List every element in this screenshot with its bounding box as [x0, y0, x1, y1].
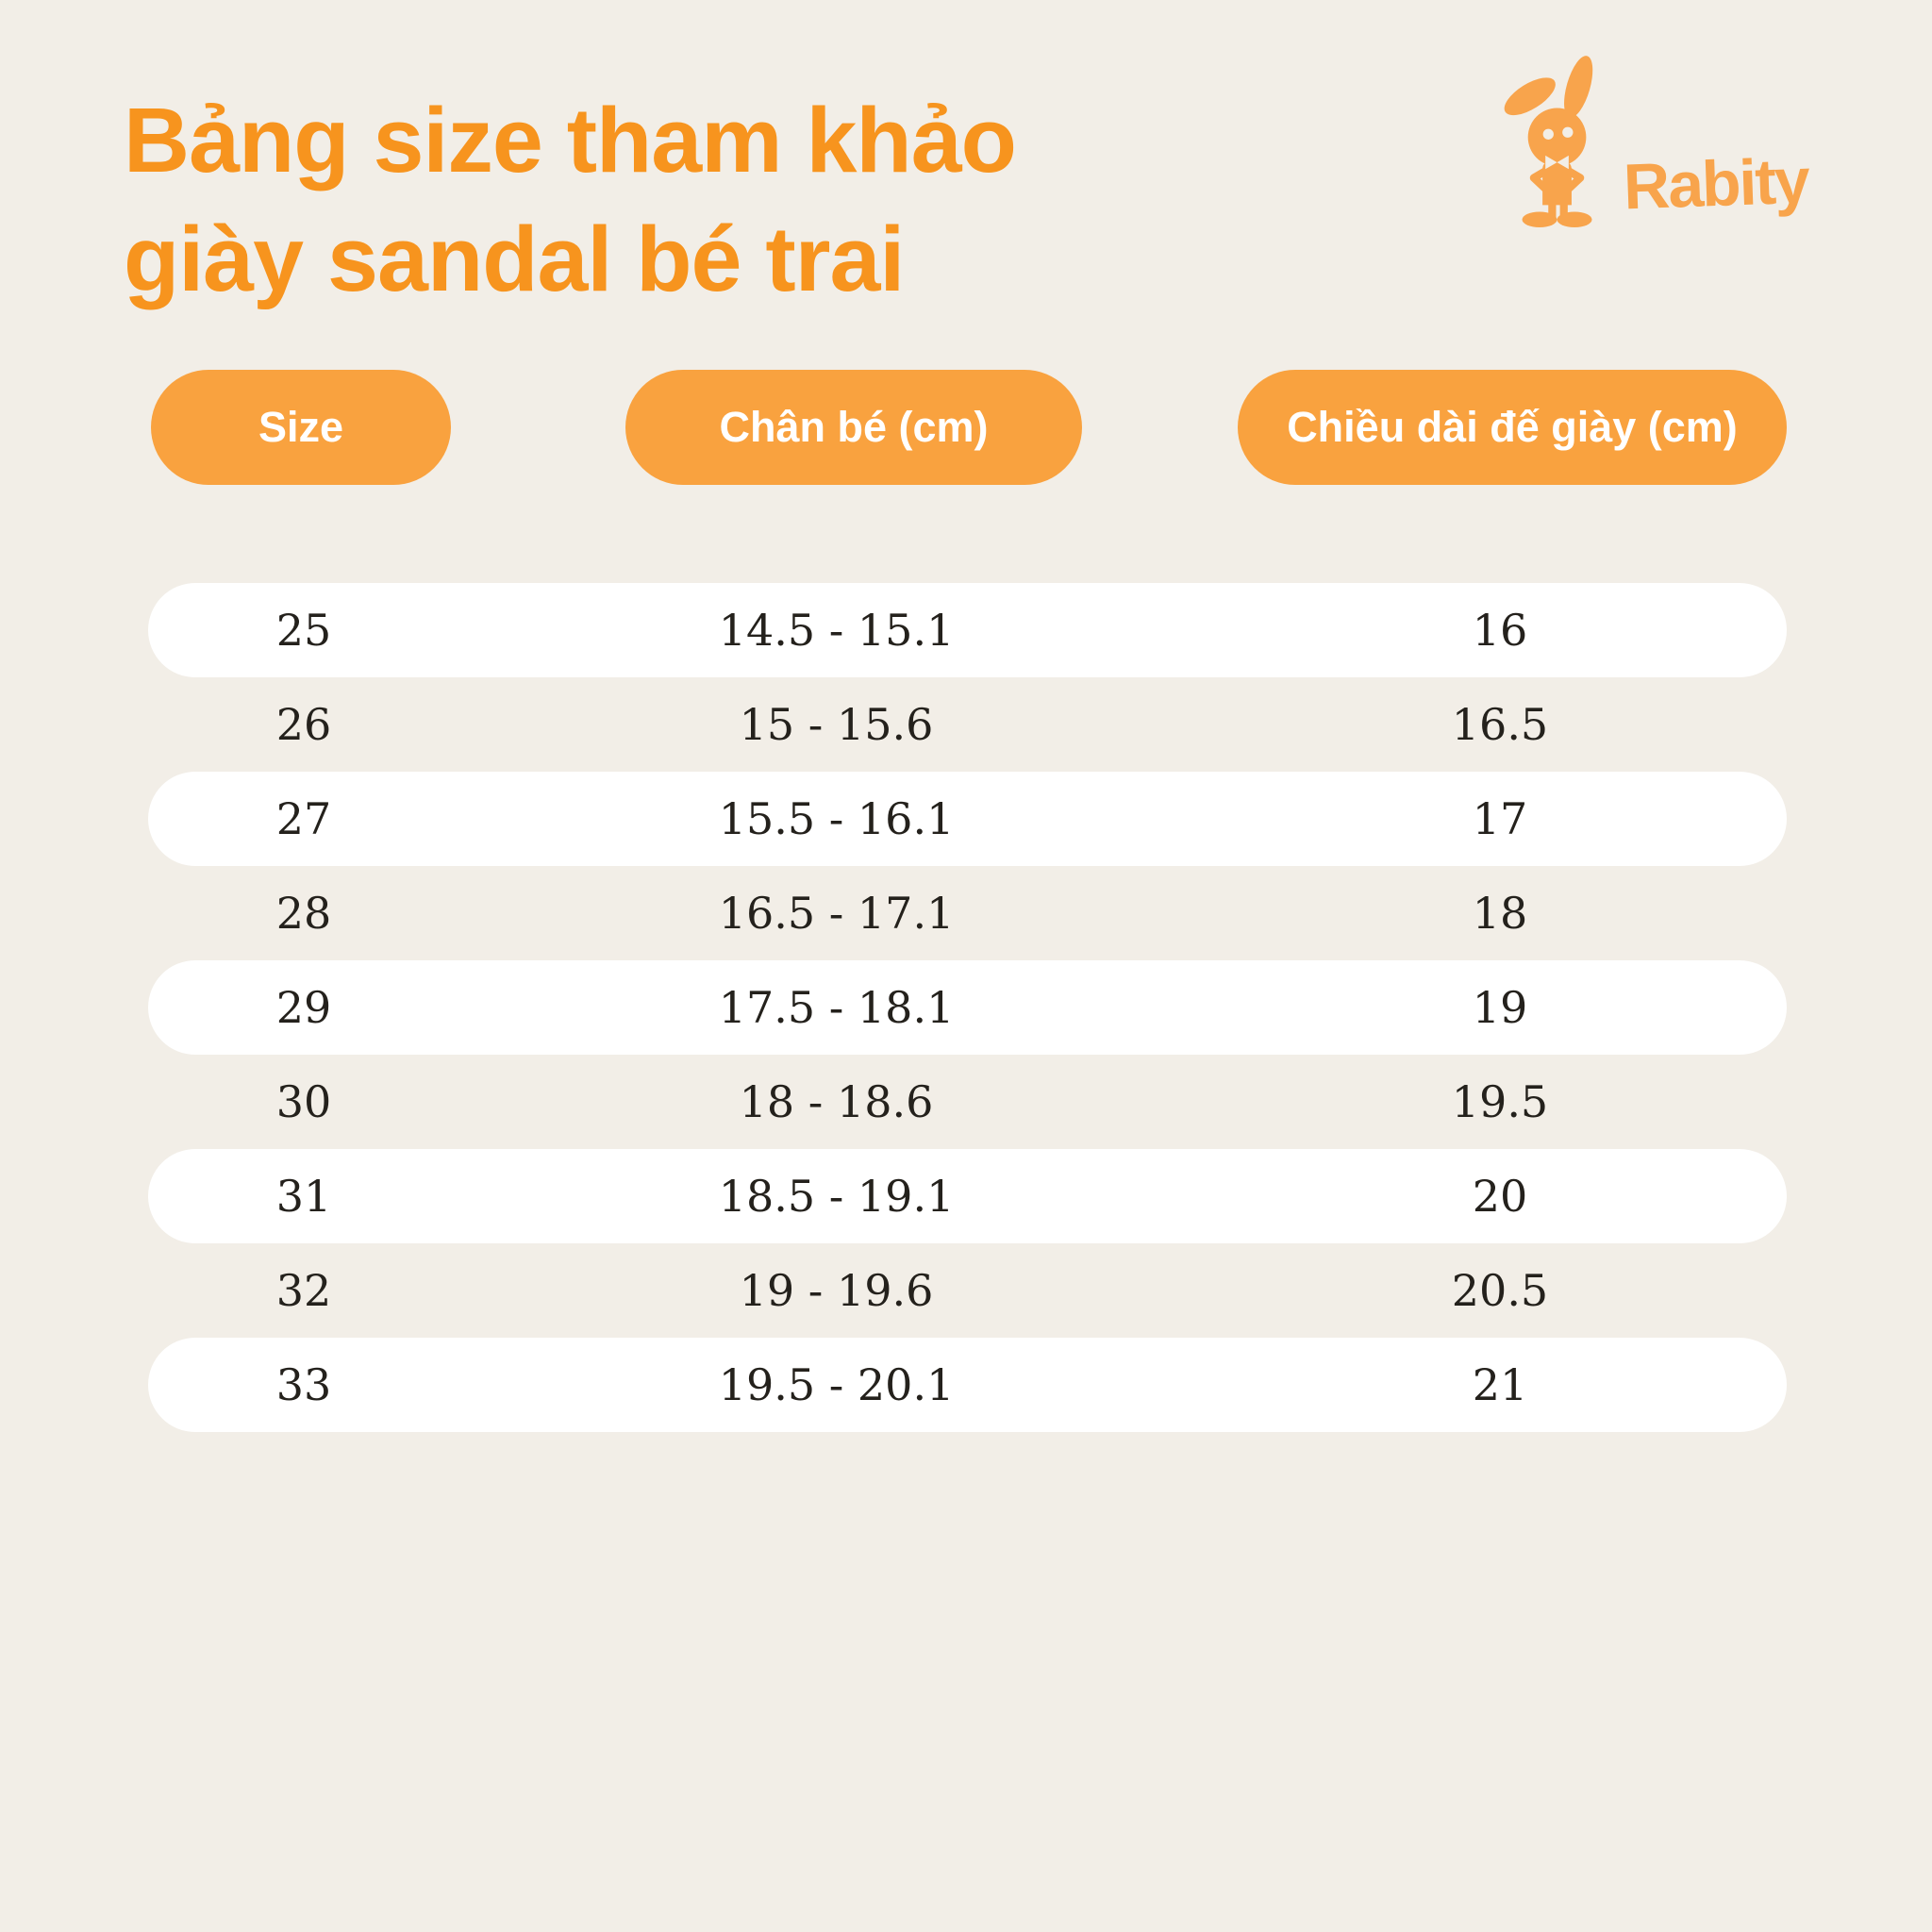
- table-row: [148, 1243, 1787, 1338]
- cell-foot-length: 19 - 19.6: [739, 1265, 934, 1316]
- cell-foot-length: 18.5 - 19.1: [718, 1171, 955, 1222]
- cell-size: 29: [275, 982, 332, 1033]
- cell-foot-length: 19.5 - 20.1: [718, 1359, 955, 1410]
- page-title-line1: Bảng size tham khảo: [124, 89, 1016, 192]
- cell-foot-length: 14.5 - 15.1: [718, 605, 955, 656]
- cell-sole-length: 19.5: [1451, 1076, 1549, 1127]
- cell-foot-length: 16.5 - 17.1: [718, 888, 955, 939]
- table-row: [148, 583, 1787, 677]
- cell-size: 31: [275, 1171, 332, 1222]
- column-header-foot-length-label: Chân bé (cm): [719, 403, 989, 451]
- cell-size: 26: [275, 699, 332, 750]
- cell-size: 30: [275, 1076, 332, 1127]
- brand-logo: [1492, 49, 1823, 228]
- cell-sole-length: 19: [1472, 982, 1528, 1033]
- table-row: [148, 1055, 1787, 1149]
- cell-foot-length: 18 - 18.6: [739, 1076, 934, 1127]
- cell-sole-length: 20.5: [1451, 1265, 1549, 1316]
- table-row: [148, 960, 1787, 1055]
- table-row: [148, 677, 1787, 772]
- bunny-mascot-icon: [1492, 54, 1620, 228]
- brand-wordmark: Rabity: [1622, 144, 1810, 224]
- table-row: [148, 866, 1787, 960]
- table-row: [148, 772, 1787, 866]
- cell-sole-length: 18: [1472, 888, 1528, 939]
- cell-size: 32: [275, 1265, 332, 1316]
- cell-sole-length: 17: [1472, 793, 1528, 844]
- cell-sole-length: 16: [1472, 605, 1528, 656]
- column-header-foot-length: [625, 370, 1082, 485]
- cell-size: 27: [275, 793, 332, 844]
- column-header-size-label: Size: [258, 403, 344, 451]
- column-header-sole-length: [1238, 370, 1787, 485]
- cell-size: 33: [275, 1359, 332, 1410]
- cell-sole-length: 16.5: [1451, 699, 1549, 750]
- cell-foot-length: 15 - 15.6: [739, 699, 934, 750]
- cell-sole-length: 21: [1472, 1359, 1528, 1410]
- cell-size: 25: [275, 605, 332, 656]
- page-title-line2: giày sandal bé trai: [124, 208, 905, 311]
- table-row: [148, 1149, 1787, 1243]
- column-header-sole-length-label: Chiều dài đế giày (cm): [1287, 403, 1738, 451]
- column-header-size: [151, 370, 451, 485]
- page-title: [124, 81, 1016, 319]
- cell-sole-length: 20: [1472, 1171, 1528, 1222]
- cell-foot-length: 15.5 - 16.1: [718, 793, 955, 844]
- cell-size: 28: [275, 888, 332, 939]
- table-row: [148, 1338, 1787, 1432]
- size-table: [148, 583, 1787, 1432]
- cell-foot-length: 17.5 - 18.1: [718, 982, 955, 1033]
